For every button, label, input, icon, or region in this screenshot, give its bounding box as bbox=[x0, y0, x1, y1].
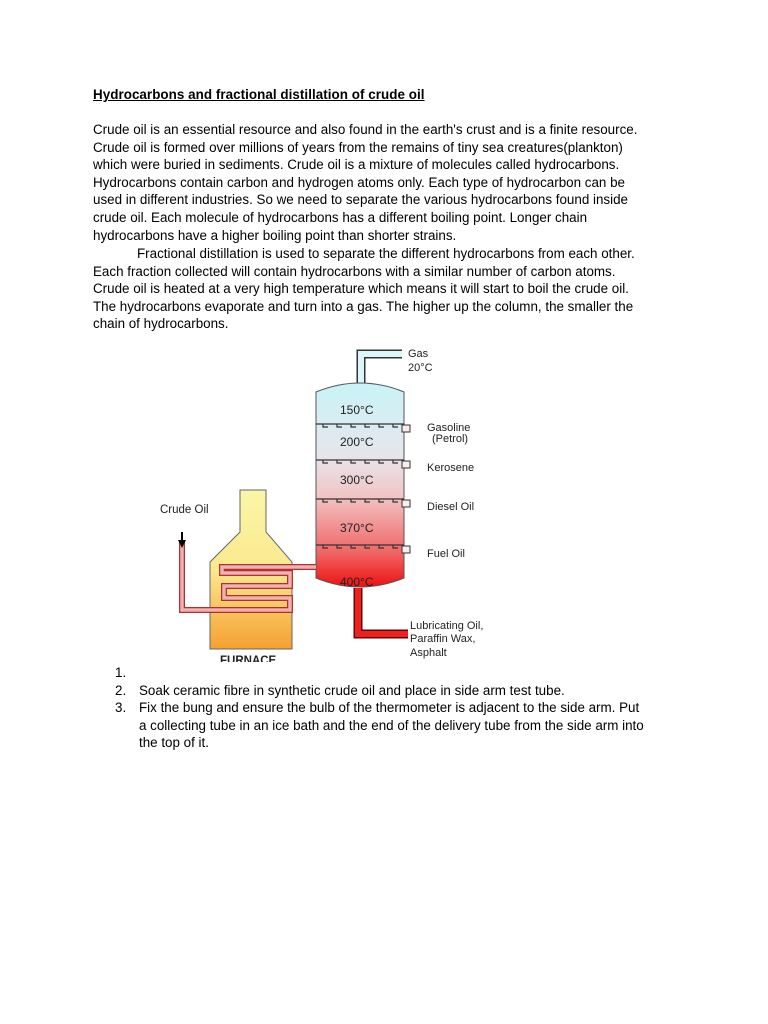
petrol-label: (Petrol) bbox=[432, 433, 469, 445]
method-steps-list bbox=[93, 664, 693, 752]
paragraph-line: Crude oil is formed over millions of years from the remains of tiny sea creatures(plankton) bbox=[93, 139, 623, 155]
fractional-distillation-diagram bbox=[140, 340, 520, 667]
residue-outlet-pipe bbox=[358, 588, 408, 634]
step-text: Soak ceramic fibre in synthetic crude oil and place in side arm test tube. bbox=[139, 682, 565, 698]
list-item bbox=[93, 682, 693, 700]
list-item bbox=[93, 664, 693, 682]
paragraph-line: used in different industries. So we need to separate the various hydrocarbons found inside bbox=[93, 192, 628, 208]
distillation-paragraph bbox=[93, 245, 683, 333]
step-number: 2. bbox=[115, 682, 127, 698]
paragraph-line: which were buried in sediments. Crude oil is a mixture of molecules called hydrocarbons. bbox=[93, 157, 620, 173]
paragraph-line: chain of hydrocarbons. bbox=[93, 316, 229, 332]
temp-label: 400°C bbox=[340, 575, 374, 589]
furnace-label: FURNACE bbox=[220, 655, 277, 662]
paragraph-line: crude oil. Each molecule of hydrocarbons has a different boiling point. Longer chain bbox=[93, 209, 588, 225]
residue-label: Paraffin Wax, bbox=[410, 633, 476, 645]
paragraph-line: Hydrocarbons contain carbon and hydrogen atoms only. Each type of hydrocarbon can be bbox=[93, 174, 625, 190]
diesel-label: Diesel Oil bbox=[427, 501, 475, 513]
paragraph-line: Crude oil is heated at a very high temperature which means it will start to boil the crude oil. bbox=[93, 281, 629, 297]
temp-label: 300°C bbox=[340, 473, 374, 487]
distillation-figure bbox=[140, 340, 520, 662]
paragraph-line: Fractional distillation is used to separate the different hydrocarbons from each other. bbox=[137, 246, 635, 261]
temp-label: 150°C bbox=[340, 403, 374, 417]
paragraph-line: Each fraction collected will contain hydrocarbons with a similar number of carbon atoms. bbox=[93, 263, 616, 279]
gasoline-label: Gasoline bbox=[427, 422, 471, 434]
paragraph-line: hydrocarbons have a higher boiling point than shorter strains. bbox=[93, 227, 457, 243]
paragraph-line: The hydrocarbons evaporate and turn into a gas. The higher up the column, the smaller the bbox=[93, 298, 634, 314]
intro-paragraph bbox=[93, 121, 683, 244]
step-text: the top of it. bbox=[139, 735, 209, 751]
fuel-oil-label: Fuel Oil bbox=[427, 548, 465, 560]
step-number: 1. bbox=[115, 665, 127, 680]
residue-label: Lubricating Oil, bbox=[410, 620, 484, 632]
gas-outlet-pipe bbox=[361, 354, 402, 385]
temp-label: 370°C bbox=[340, 521, 374, 535]
step-number: 3. bbox=[115, 700, 127, 716]
paragraph-line: Crude oil is an essential resource and also found in the earth's crust and is a finite resource. bbox=[93, 122, 638, 137]
residue-label: Asphalt bbox=[410, 647, 447, 659]
step-text bbox=[139, 664, 693, 682]
list-item bbox=[93, 699, 693, 752]
step-text: a collecting tube in an ice bath and the end of the delivery tube from the side arm into bbox=[139, 717, 644, 733]
crude-oil-label: Crude Oil bbox=[160, 504, 209, 516]
step-text: Fix the bung and ensure the bulb of the thermometer is adjacent to the side arm. Put bbox=[139, 700, 640, 716]
kerosene-label: Kerosene bbox=[427, 462, 475, 474]
temp-label: 200°C bbox=[340, 435, 374, 449]
gas-temp-label: 20°C bbox=[408, 362, 433, 374]
document-title: Hydrocarbons and fractional distillation of crude oil bbox=[93, 87, 425, 102]
gas-label: Gas bbox=[408, 348, 429, 360]
